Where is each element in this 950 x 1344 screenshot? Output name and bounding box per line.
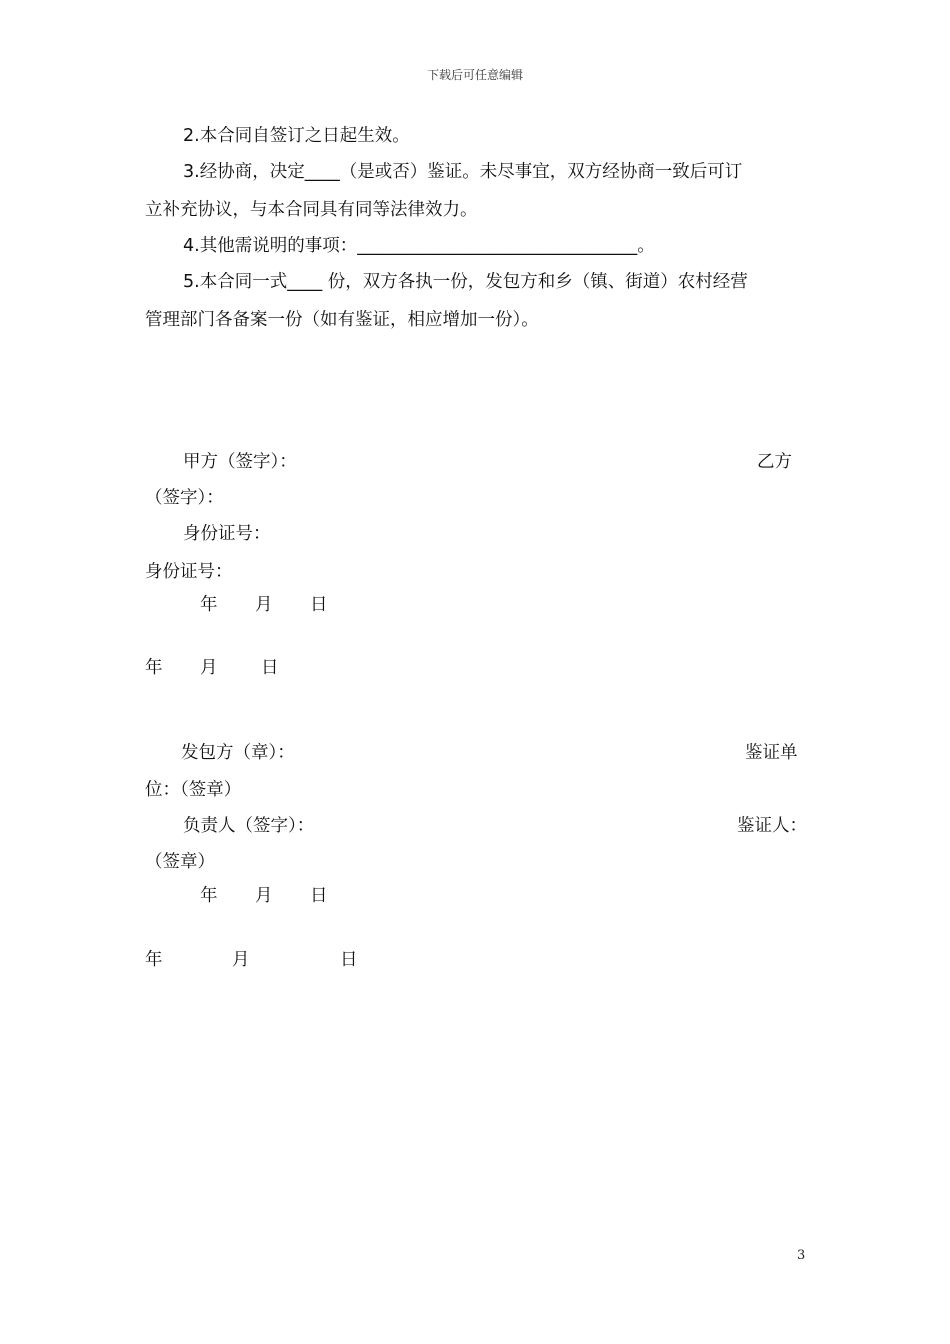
clause-2: 2.本合同自签订之日起生效。 [183, 126, 410, 146]
verifier-date-month: 月 [232, 950, 250, 970]
page-number: 3 [797, 1248, 806, 1263]
party-b-date-year: 年 [145, 658, 163, 678]
party-b-signature-label-part-1: 乙方 [757, 452, 792, 472]
clause-3-line-2: 立补充协议，与本合同具有同等法律效力。 [145, 200, 478, 220]
contractor-date-day: 日 [310, 886, 328, 906]
page-header: 下载后可任意编辑 [426, 68, 523, 82]
party-b-id-label: 身份证号： [145, 562, 233, 582]
clause-5-line-1: 5.本合同一式____ 份，双方各执一份，发包方和乡（镇、街道）农村经营 [183, 272, 748, 292]
verifier-unit-label-part-1: 鉴证单 [745, 743, 798, 763]
party-b-date-month: 月 [200, 658, 218, 678]
contractor-date-month: 月 [255, 886, 273, 906]
party-a-date-month: 月 [255, 595, 273, 615]
party-a-signature-label: 甲方（签字）： [183, 452, 297, 472]
contractor-head-label: 负责人（签字）： [183, 816, 315, 836]
clause-5-line-2: 管理部门各备案一份（如有鉴证，相应增加一份）。 [145, 310, 539, 330]
verifier-person-label-part-1: 鉴证人： [737, 816, 807, 836]
party-b-signature-label-part-2: （签字）： [145, 488, 224, 508]
party-a-date-day: 日 [310, 595, 328, 615]
clause-4: 4.其他需说明的事项：________________________________。 [183, 236, 655, 256]
contractor-seal-label: 发包方（章）： [181, 743, 295, 763]
verifier-date-year: 年 [145, 950, 163, 970]
verifier-date-day: 日 [340, 950, 358, 970]
verifier-unit-label-part-2: 位：（签章） [145, 780, 242, 800]
party-a-id-label: 身份证号： [183, 524, 271, 544]
party-b-date-day: 日 [261, 658, 279, 678]
contractor-date-year: 年 [200, 886, 218, 906]
clause-3-line-1: 3.经协商，决定____（是或否）鉴证。未尽事宜，双方经协商一致后可订 [183, 162, 743, 182]
verifier-person-label-part-2: （签章） [145, 852, 215, 872]
party-a-date-year: 年 [200, 595, 218, 615]
